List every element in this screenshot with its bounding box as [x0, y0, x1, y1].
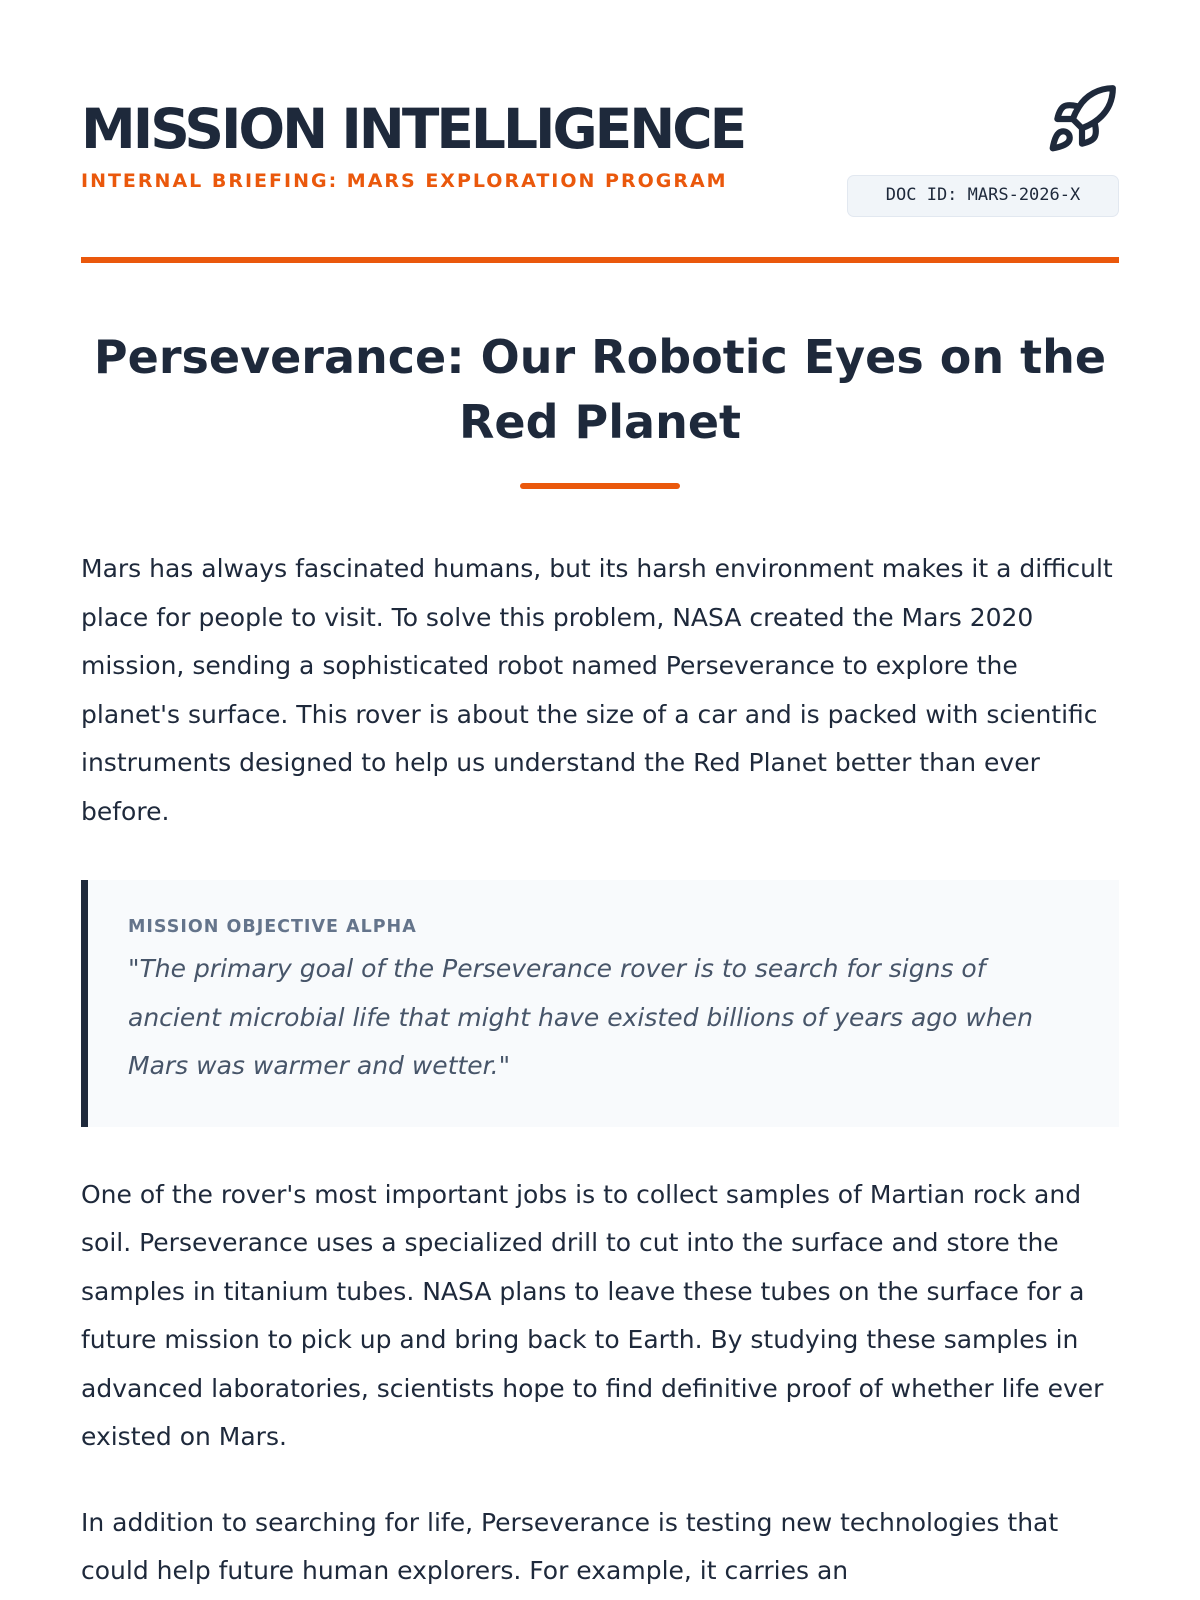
document-header	[81, 0, 1119, 205]
doc-id-badge: DOC ID: MARS-2026-X	[847, 175, 1119, 217]
title-underline	[520, 483, 680, 489]
callout-quote: "The primary goal of the Perseverance rover is to search for signs of ancient microbial life that might have existed billions of years ago when Mars was warmer and wetter."	[128, 954, 1033, 1080]
rocket-icon	[1045, 82, 1119, 156]
brand-title: MISSION INTELLIGENCE	[81, 97, 745, 161]
article-title: Perseverance: Our Robotic Eyes on the Red Planet	[93, 330, 1107, 449]
paragraph-technology: In addition to searching for life, Perseverance is testing new technologies that could help future human explorers. For example, it carries an	[81, 1507, 1059, 1585]
article-body	[81, 545, 1119, 1596]
mission-objective-callout	[81, 880, 1119, 1127]
paragraph-intro: Mars has always fascinated humans, but its harsh environment makes it a difficult place for people to visit. To solve this problem, NASA created the Mars 2020 mission, sending a sophisticated robot named Perseverance to explore the planet's surface. This rover is about the size of a car and is packed with scientific instruments designed to help us understand the Red Planet better than ever before.	[81, 554, 1113, 826]
title-block	[81, 325, 1119, 489]
paragraph-samples: One of the rover's most important jobs is to collect samples of Martian rock and soil. Perseverance uses a specialized drill to cut into the surface and store the samples in titanium tubes. NASA plans to leave these tubes on the surface for a future mission to pick up and bring back to Earth. By studying these samples in advanced laboratories, scientists hope to find definitive proof of whether life ever existed on Mars.	[81, 1179, 1104, 1451]
callout-label: MISSION OBJECTIVE ALPHA	[128, 917, 417, 937]
header-divider	[81, 257, 1119, 263]
briefing-subtitle: INTERNAL BRIEFING: MARS EXPLORATION PROGRAM	[81, 170, 728, 192]
